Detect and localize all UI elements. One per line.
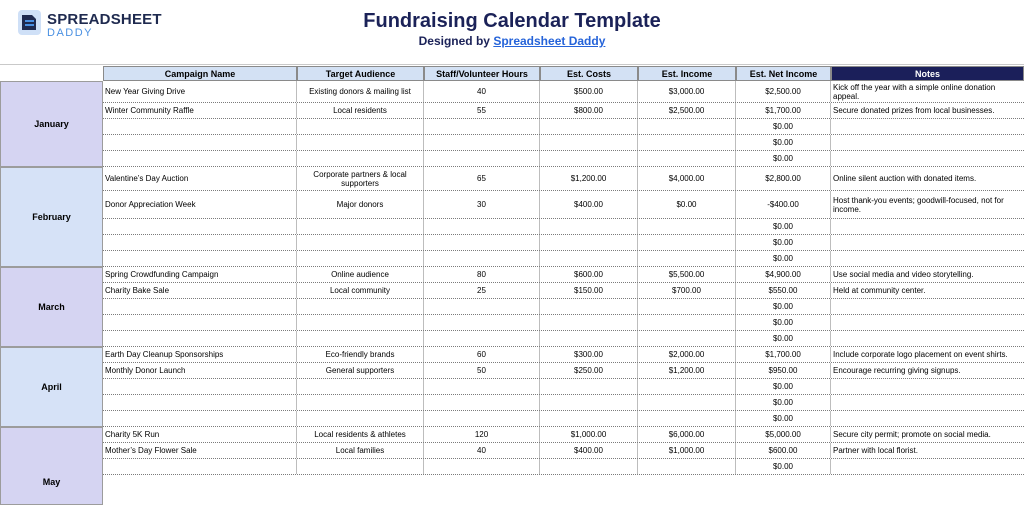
- cell-notes[interactable]: [831, 379, 1024, 394]
- cell-audience[interactable]: Local families: [297, 443, 424, 458]
- table-row: [103, 459, 1024, 475]
- logo-word-spreadsheet: SPREADSHEET: [47, 11, 162, 28]
- cell-name[interactable]: Winter Community Raffle: [103, 103, 297, 118]
- cell-net[interactable]: -$400.00: [736, 191, 831, 218]
- cell-audience[interactable]: [297, 219, 424, 234]
- cell-costs[interactable]: $300.00: [540, 347, 638, 362]
- cell-audience[interactable]: [297, 459, 424, 474]
- cell-hours[interactable]: 25: [424, 283, 540, 298]
- cell-audience[interactable]: [297, 119, 424, 134]
- cell-hours[interactable]: [424, 459, 540, 474]
- cell-notes[interactable]: Encourage recurring giving signups.: [833, 366, 961, 375]
- cell-name[interactable]: [103, 459, 297, 474]
- cell-income[interactable]: [638, 459, 736, 474]
- cell-audience[interactable]: Local residents & athletes: [297, 427, 424, 442]
- cell-hours[interactable]: [424, 315, 540, 330]
- cell-audience[interactable]: [297, 379, 424, 394]
- cell-costs[interactable]: $400.00: [540, 191, 638, 218]
- cell-notes[interactable]: Use social media and video storytelling.: [833, 270, 974, 279]
- cell-net[interactable]: $600.00: [736, 443, 831, 458]
- cell-hours[interactable]: [424, 151, 540, 166]
- logo-word-daddy: DADDY: [47, 27, 94, 39]
- header-staff-hours[interactable]: Staff/Volunteer Hours: [424, 66, 540, 81]
- cell-income[interactable]: $4,000.00: [638, 167, 736, 190]
- cell-net[interactable]: $2,500.00: [736, 81, 831, 102]
- cell-name[interactable]: Charity Bake Sale: [103, 283, 297, 298]
- cell-costs[interactable]: [540, 331, 638, 346]
- cell-income[interactable]: [638, 235, 736, 250]
- cell-notes[interactable]: [831, 459, 1024, 474]
- cell-audience[interactable]: Eco-friendly brands: [297, 347, 424, 362]
- cell-income[interactable]: $2,000.00: [638, 347, 736, 362]
- cell-audience[interactable]: [297, 251, 424, 266]
- table-row: [103, 151, 1024, 167]
- table-row: [103, 191, 1024, 219]
- cell-costs[interactable]: [540, 119, 638, 134]
- cell-name[interactable]: [103, 379, 297, 394]
- month-label-text: January: [34, 119, 69, 129]
- cell-costs[interactable]: [540, 395, 638, 410]
- cell-audience[interactable]: [297, 299, 424, 314]
- cell-net[interactable]: $0.00: [736, 331, 831, 346]
- cell-costs[interactable]: [540, 151, 638, 166]
- cell-audience[interactable]: Online audience: [297, 267, 424, 282]
- table-row: [103, 283, 1024, 299]
- cell-notes[interactable]: [831, 299, 1024, 314]
- cell-income[interactable]: [638, 135, 736, 150]
- cell-income[interactable]: [638, 331, 736, 346]
- month-label[interactable]: [0, 81, 103, 167]
- cell-income[interactable]: $6,000.00: [638, 427, 736, 442]
- cell-name[interactable]: Valentine’s Day Auction: [103, 167, 297, 190]
- cell-hours[interactable]: [424, 219, 540, 234]
- month-label-text: March: [38, 302, 65, 312]
- cell-income[interactable]: [638, 379, 736, 394]
- cell-hours[interactable]: [424, 135, 540, 150]
- cell-name[interactable]: [103, 395, 297, 410]
- cell-name[interactable]: [103, 315, 297, 330]
- cell-name[interactable]: [103, 235, 297, 250]
- cell-income[interactable]: $0.00: [638, 191, 736, 218]
- cell-audience[interactable]: Corporate partners & local supporters: [297, 167, 424, 190]
- cell-notes[interactable]: [831, 135, 1024, 150]
- table-row: [103, 235, 1024, 251]
- cell-name[interactable]: [103, 331, 297, 346]
- cell-hours[interactable]: [424, 299, 540, 314]
- cell-net[interactable]: $550.00: [736, 283, 831, 298]
- table-row: [103, 167, 1024, 191]
- cell-hours[interactable]: 50: [424, 363, 540, 378]
- cell-name[interactable]: Earth Day Cleanup Sponsorships: [103, 347, 297, 362]
- cell-name[interactable]: [103, 411, 297, 426]
- header-target-audience[interactable]: Target Audience: [297, 66, 424, 81]
- cell-costs[interactable]: $250.00: [540, 363, 638, 378]
- cell-income[interactable]: $700.00: [638, 283, 736, 298]
- header-est-income[interactable]: Est. Income: [638, 66, 736, 81]
- cell-net[interactable]: $2,800.00: [736, 167, 831, 190]
- cell-notes[interactable]: [831, 331, 1024, 346]
- cell-notes[interactable]: [831, 151, 1024, 166]
- cell-net[interactable]: $0.00: [736, 459, 831, 474]
- table-row: [103, 219, 1024, 235]
- table-row: [103, 135, 1024, 151]
- cell-income[interactable]: [638, 299, 736, 314]
- table-row: [103, 331, 1024, 347]
- cell-notes[interactable]: [831, 235, 1024, 250]
- month-label[interactable]: [0, 427, 103, 505]
- cell-net[interactable]: $950.00: [736, 363, 831, 378]
- cell-net[interactable]: $0.00: [736, 379, 831, 394]
- cell-costs[interactable]: $500.00: [540, 81, 638, 102]
- cell-net[interactable]: $0.00: [736, 251, 831, 266]
- cell-hours[interactable]: 120: [424, 427, 540, 442]
- cell-hours[interactable]: 60: [424, 347, 540, 362]
- cell-income[interactable]: [638, 315, 736, 330]
- cell-net[interactable]: $4,900.00: [736, 267, 831, 282]
- cell-costs[interactable]: $150.00: [540, 283, 638, 298]
- cell-costs[interactable]: $1,200.00: [540, 167, 638, 190]
- cell-net[interactable]: $0.00: [736, 151, 831, 166]
- cell-audience[interactable]: [297, 235, 424, 250]
- cell-name[interactable]: [103, 251, 297, 266]
- month-label-text: April: [41, 382, 62, 392]
- cell-name[interactable]: New Year Giving Drive: [103, 81, 297, 102]
- cell-costs[interactable]: [540, 251, 638, 266]
- month-label[interactable]: [0, 267, 103, 347]
- cell-name[interactable]: Charity 5K Run: [103, 427, 297, 442]
- cell-costs[interactable]: [540, 379, 638, 394]
- cell-name[interactable]: [103, 219, 297, 234]
- cell-notes[interactable]: Secure donated prizes from local businesses.: [833, 106, 995, 115]
- cell-net[interactable]: $1,700.00: [736, 103, 831, 118]
- cell-audience[interactable]: Local community: [297, 283, 424, 298]
- table-row: [103, 267, 1024, 283]
- cell-costs[interactable]: [540, 459, 638, 474]
- header-campaign-name[interactable]: Campaign Name: [103, 66, 297, 81]
- cell-name[interactable]: Donor Appreciation Week: [103, 191, 297, 218]
- cell-costs[interactable]: [540, 315, 638, 330]
- subtitle-prefix: Designed by: [418, 34, 490, 48]
- cell-income[interactable]: [638, 411, 736, 426]
- table-row: [103, 395, 1024, 411]
- cell-audience[interactable]: [297, 315, 424, 330]
- cell-costs[interactable]: [540, 235, 638, 250]
- cell-hours[interactable]: 40: [424, 81, 540, 102]
- cell-notes[interactable]: Secure city permit; promote on social media.: [833, 430, 991, 439]
- cell-net[interactable]: $0.00: [736, 299, 831, 314]
- cell-hours[interactable]: [424, 251, 540, 266]
- cell-income[interactable]: [638, 395, 736, 410]
- cell-hours[interactable]: [424, 331, 540, 346]
- month-label-text: February: [32, 212, 71, 222]
- table-row: [103, 119, 1024, 135]
- cell-income[interactable]: $3,000.00: [638, 81, 736, 102]
- cell-name[interactable]: [103, 299, 297, 314]
- cell-net[interactable]: $5,000.00: [736, 427, 831, 442]
- cell-hours[interactable]: 65: [424, 167, 540, 190]
- cell-notes[interactable]: [831, 119, 1024, 134]
- cell-notes[interactable]: [831, 219, 1024, 234]
- cell-net[interactable]: $0.00: [736, 235, 831, 250]
- table-row: [103, 379, 1024, 395]
- cell-audience[interactable]: [297, 135, 424, 150]
- cell-net[interactable]: $0.00: [736, 395, 831, 410]
- cell-audience[interactable]: Existing donors & mailing list: [297, 81, 424, 102]
- header-notes[interactable]: Notes: [831, 66, 1024, 81]
- cell-audience[interactable]: [297, 151, 424, 166]
- cell-hours[interactable]: [424, 411, 540, 426]
- table-row: [103, 81, 1024, 103]
- fundraising-calendar-grid: [0, 64, 1024, 487]
- cell-audience[interactable]: General supporters: [297, 363, 424, 378]
- cell-costs[interactable]: $1,000.00: [540, 427, 638, 442]
- cell-costs[interactable]: [540, 411, 638, 426]
- cell-costs[interactable]: [540, 299, 638, 314]
- cell-audience[interactable]: [297, 395, 424, 410]
- table-row: [103, 363, 1024, 379]
- cell-net[interactable]: $0.00: [736, 219, 831, 234]
- month-label-text: May: [42, 477, 61, 487]
- cell-audience[interactable]: [297, 331, 424, 346]
- cell-notes[interactable]: Online silent auction with donated items.: [833, 174, 977, 183]
- cell-income[interactable]: $2,500.00: [638, 103, 736, 118]
- cell-hours[interactable]: [424, 235, 540, 250]
- cell-net[interactable]: $0.00: [736, 411, 831, 426]
- page-title: Fundraising Calendar Template: [363, 10, 661, 32]
- cell-costs[interactable]: $800.00: [540, 103, 638, 118]
- table-row: [103, 443, 1024, 459]
- table-row: [103, 299, 1024, 315]
- cell-notes[interactable]: Include corporate logo placement on event shirts.: [833, 350, 1008, 359]
- cell-notes[interactable]: Kick off the year with a simple online donation appeal.: [833, 82, 996, 101]
- cell-notes[interactable]: Partner with local florist.: [833, 446, 918, 455]
- cell-hours[interactable]: 80: [424, 267, 540, 282]
- cell-hours[interactable]: [424, 119, 540, 134]
- cell-hours[interactable]: [424, 395, 540, 410]
- table-row: [103, 347, 1024, 363]
- cell-hours[interactable]: 30: [424, 191, 540, 218]
- cell-income[interactable]: [638, 251, 736, 266]
- cell-income[interactable]: $5,500.00: [638, 267, 736, 282]
- month-label[interactable]: [0, 347, 103, 427]
- cell-name[interactable]: [103, 135, 297, 150]
- cell-name[interactable]: Spring Crowdfunding Campaign: [103, 267, 297, 282]
- cell-income[interactable]: [638, 151, 736, 166]
- cell-net[interactable]: $1,700.00: [736, 347, 831, 362]
- cell-notes[interactable]: [831, 411, 1024, 426]
- cell-notes[interactable]: [831, 315, 1024, 330]
- cell-hours[interactable]: [424, 379, 540, 394]
- table-row: [103, 251, 1024, 267]
- page-subtitle: [0, 34, 1024, 48]
- cell-notes[interactable]: Held at community center.: [833, 286, 926, 295]
- cell-audience[interactable]: Major donors: [297, 191, 424, 218]
- cell-name[interactable]: Monthly Donor Launch: [103, 363, 297, 378]
- header-est-costs[interactable]: Est. Costs: [540, 66, 638, 81]
- cell-name[interactable]: [103, 151, 297, 166]
- month-label[interactable]: [0, 167, 103, 267]
- cell-name[interactable]: [103, 119, 297, 134]
- cell-costs[interactable]: $400.00: [540, 443, 638, 458]
- cell-hours[interactable]: 55: [424, 103, 540, 118]
- spacer-row: [0, 64, 1024, 65]
- cell-audience[interactable]: [297, 411, 424, 426]
- cell-net[interactable]: $0.00: [736, 315, 831, 330]
- cell-income[interactable]: [638, 119, 736, 134]
- cell-hours[interactable]: 40: [424, 443, 540, 458]
- header-est-net-income[interactable]: Est. Net Income: [736, 66, 831, 81]
- cell-income[interactable]: [638, 219, 736, 234]
- cell-income[interactable]: $1,000.00: [638, 443, 736, 458]
- table-row: [103, 427, 1024, 443]
- cell-notes[interactable]: [831, 251, 1024, 266]
- cell-net[interactable]: $0.00: [736, 119, 831, 134]
- cell-income[interactable]: $1,200.00: [638, 363, 736, 378]
- cell-net[interactable]: $0.00: [736, 135, 831, 150]
- table-row: [103, 103, 1024, 119]
- cell-audience[interactable]: Local residents: [297, 103, 424, 118]
- table-row: [103, 411, 1024, 427]
- table-row: [103, 315, 1024, 331]
- cell-costs[interactable]: [540, 219, 638, 234]
- cell-costs[interactable]: [540, 135, 638, 150]
- cell-notes[interactable]: Host thank-you events; goodwill-focused, not for income.: [833, 195, 1004, 214]
- cell-costs[interactable]: $600.00: [540, 267, 638, 282]
- cell-notes[interactable]: [831, 395, 1024, 410]
- spreadsheet-daddy-link[interactable]: Spreadsheet Daddy: [493, 34, 606, 48]
- cell-name[interactable]: Mother’s Day Flower Sale: [103, 443, 297, 458]
